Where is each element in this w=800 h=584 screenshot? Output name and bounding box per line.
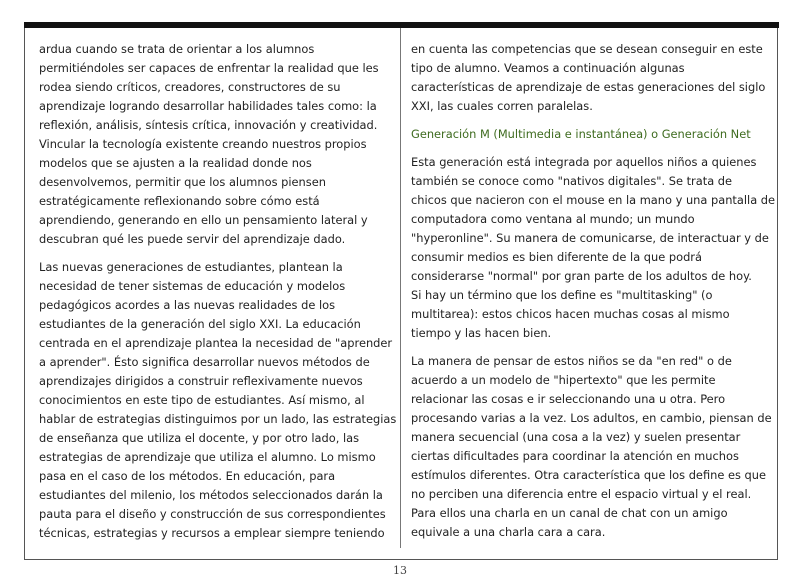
text-line: ciertas dificultades para coordinar la atención en muchos [411, 449, 739, 463]
text-line: computadora como ventana al mundo; un mundo [411, 212, 695, 226]
text-line: no perciben una diferencia entre el espacio virtual y el real. [411, 487, 752, 501]
text-line: descubran qué les puede servir del aprendizaje dado. [39, 232, 346, 246]
text-line: considerarse "normal" por gran parte de los adultos de hoy. [411, 269, 752, 283]
text-line: estrategias de aprendizaje que utiliza el alumno. Lo mismo [39, 450, 376, 464]
text-line: pauta para el diseño y construcción de sus correspondientes [39, 507, 386, 521]
text-line: procesando varias a la vez. Los adultos, en cambio, piensan de [411, 411, 772, 425]
column-divider [400, 28, 401, 548]
text-line: también se conoce como "nativos digitales". Se trata de [411, 174, 733, 188]
text-line: XXI, las cuales corren paralelas. [411, 99, 593, 113]
text-line: multitarea): estos chicos hacen muchas cosas al mismo [411, 307, 730, 321]
text-line: a aprender". Ésto significa desarrollar nuevos métodos de [39, 355, 370, 369]
text-line: pedagógicos acordes a las nuevas realidades de los [39, 298, 336, 312]
text-line: permitiéndoles ser capaces de enfrentar la realidad que les [39, 61, 379, 75]
text-line: técnicas, estrategias y recursos a emplear siempre teniendo [39, 526, 385, 540]
text-line: modelos que se ajusten a la realidad donde nos [39, 156, 312, 170]
left-column [39, 40, 397, 552]
text-line: hablar de estrategias distinguimos por un lado, las estrategias [39, 412, 397, 426]
text-line: manera secuencial (una cosa a la vez) y suelen presentar [411, 430, 741, 444]
text-line: centrada en el aprendizaje plantea la necesidad de "aprender [39, 336, 393, 350]
text-line: Esta generación está integrada por aquellos niños a quienes [411, 155, 757, 169]
text-line: consumir medios es bien diferente de la que podrá [411, 250, 702, 264]
text-line: aprendizaje logrando desarrollar habilidades tales como: la [39, 99, 377, 113]
right-column [411, 40, 776, 551]
text-line: tiempo y las hacen bien. [411, 326, 552, 340]
paragraph [411, 153, 776, 343]
text-line: Vincular la tecnología existente creando nuestros propios [39, 137, 367, 151]
text-line: estudiantes de la generación del siglo XXI. La educación [39, 317, 361, 331]
text-line: rodea siendo críticos, creadores, constructores de su [39, 80, 341, 94]
text-line: características de aprendizaje de estas generaciones del siglo [411, 80, 766, 94]
text-line: Las nuevas generaciones de estudiantes, plantean la [39, 260, 343, 274]
text-line: equivale a una charla cara a cara. [411, 525, 606, 539]
text-line: estratégicamente reflexionando sobre cómo está [39, 194, 320, 208]
section-heading: Generación M (Multimedia e instantánea) o Generación Net [411, 127, 751, 141]
text-line: ardua cuando se trata de orientar a los alumnos [39, 42, 315, 56]
paragraph [411, 352, 772, 542]
text-line: Si hay un término que los define es "multitasking" (o [411, 288, 713, 302]
text-line: de enseñanza que utiliza el docente, y por otro lado, las [39, 431, 360, 445]
text-line: relacionar las cosas e ir seleccionando una u otra. Pero [411, 392, 726, 406]
text-line: Para ellos una charla en un canal de chat con un amigo [411, 506, 728, 520]
text-line: reflexión, análisis, síntesis crítica, innovación y creatividad. [39, 118, 378, 132]
text-line: "hyperonline". Su manera de comunicarse, de interactuar y de [411, 231, 769, 245]
text-line: aprendiendo, generando en ello un pensamiento lateral y [39, 213, 368, 227]
paragraph [411, 40, 766, 116]
text-line: tipo de alumno. Veamos a continuación algunas [411, 61, 685, 75]
text-line: aprendizajes dirigidos a construir reflexivamente nuevos [39, 374, 363, 388]
text-line: necesidad de tener sistemas de educación y modelos [39, 279, 346, 293]
text-line: La manera de pensar de estos niños se da "en red" o de [411, 354, 732, 368]
text-line: conocimientos en este tipo de estudiantes. Así mismo, al [39, 393, 365, 407]
text-line: chicos que nacieron con el mouse en la mano y una pantalla de [411, 193, 776, 207]
paragraph [39, 258, 397, 543]
text-line: desenvolvemos, permitir que los alumnos piensen [39, 175, 326, 189]
text-line: en cuenta las competencias que se desean conseguir en este [411, 42, 763, 56]
text-line: estudiantes del milenio, los métodos seleccionados darán la [39, 488, 383, 502]
page-number: 13 [393, 564, 407, 577]
text-line: acuerdo a un modelo de "hipertexto" que les permite [411, 373, 716, 387]
paragraph [39, 40, 385, 249]
text-line: estímulos diferentes. Otra característica que los define es que [411, 468, 766, 482]
text-line: pasa en el caso de los métodos. En educación, para [39, 469, 336, 483]
